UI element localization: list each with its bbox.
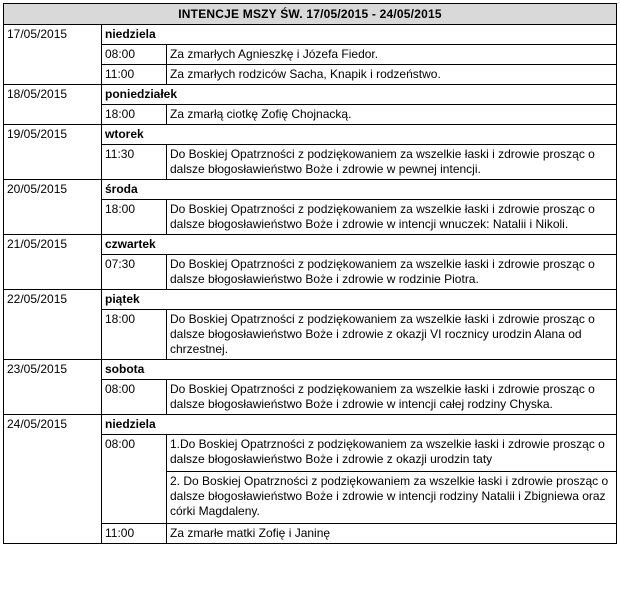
intention-text-cell: Do Boskiej Opatrzności z podziękowaniem za wszelkie łaski i zdrowie prosząc o dalsze błogosławieństwo Boże i zdrowie z okazji VI rocznicy urodzin Alana od chrzestnej.	[170, 312, 595, 356]
day-block	[3, 85, 617, 125]
date-cell: 24/05/2015	[4, 415, 102, 543]
day-block	[3, 125, 617, 180]
intention-text-cell: 1.Do Boskiej Opatrzności z podziękowaniem za wszelkie łaski i zdrowie prosząc o dalsze błogosławieństwo Boże i zdrowie z okazji urodzin taty	[167, 435, 616, 472]
mass-time-cell: 07:30	[102, 255, 167, 289]
intention-text-cell: Do Boskiej Opatrzności z podziękowaniem za wszelkie łaski i zdrowie prosząc o dalsze błogosławieństwo Boże i zdrowie w rodzinie Piotra.	[170, 257, 595, 286]
date-cell: 23/05/2015	[4, 360, 102, 414]
sheet-title-row	[3, 3, 617, 25]
date-cell: 21/05/2015	[4, 235, 102, 289]
day-name-cell: niedziela	[102, 415, 616, 435]
sheet-title: INTENCJE MSZY ŚW. 17/05/2015 - 24/05/2015	[178, 7, 442, 21]
intention-text-cell: Za zmarłych rodziców Sacha, Knapik i rodzeństwo.	[170, 67, 441, 81]
day-name-cell: niedziela	[102, 25, 616, 45]
mass-time-cell: 08:00	[102, 380, 167, 414]
mass-time-cell: 18:00	[102, 310, 167, 359]
intention-text-cell: Do Boskiej Opatrzności z podziękowaniem za wszelkie łaski i zdrowie prosząc o dalsze błogosławieństwo Boże i zdrowie w pewnej intencji.	[170, 147, 595, 176]
mass-time-cell: 18:00	[102, 200, 167, 234]
date-cell: 20/05/2015	[4, 180, 102, 234]
date-cell: 18/05/2015	[4, 85, 102, 124]
intention-text-cell: Za zmarłą ciotkę Zofię Chojnacką.	[170, 107, 352, 121]
date-cell: 17/05/2015	[4, 25, 102, 84]
day-name-cell: środa	[102, 180, 616, 200]
day-block	[3, 415, 617, 544]
intention-text-cell: 2. Do Boskiej Opatrzności z podziękowaniem za wszelkie łaski i zdrowie prosząc o dalsze błogosławieństwo Boże i zdrowie w intencji rodziny Natalii i Zbigniewa oraz córki Magdaleny.	[167, 472, 616, 524]
day-block	[3, 25, 617, 85]
day-name-cell: czwartek	[102, 235, 616, 255]
date-cell: 19/05/2015	[4, 125, 102, 179]
mass-time-cell: 11:00	[102, 65, 167, 84]
day-name-cell: poniedziałek	[102, 85, 616, 105]
mass-intentions-sheet	[3, 3, 617, 544]
date-cell: 22/05/2015	[4, 290, 102, 359]
mass-time-cell: 11:00	[102, 524, 167, 543]
mass-time-cell: 11:30	[102, 145, 167, 179]
day-name-cell: sobota	[102, 360, 616, 380]
intention-text-cell: Za zmarłe matki Zofię i Janinę	[170, 526, 331, 540]
intention-text-cell: Do Boskiej Opatrzności z podziękowaniem za wszelkie łaski i zdrowie prosząc o dalsze błogosławieństwo Boże i zdrowie w intencji wnuczek: Natalii i Nikoli.	[170, 202, 595, 231]
day-block	[3, 290, 617, 360]
intention-text-cell: Do Boskiej Opatrzności z podziękowaniem za wszelkie łaski i zdrowie prosząc o dalsze błogosławieństwo Boże i zdrowie w intencji całej rodziny Chyska.	[170, 382, 595, 411]
mass-time-cell: 08:00	[102, 45, 167, 65]
mass-time-cell: 18:00	[102, 105, 167, 124]
day-block	[3, 360, 617, 415]
day-block	[3, 180, 617, 235]
day-name-cell: wtorek	[102, 125, 616, 145]
intention-text-cell: Za zmarłych Agnieszkę i Józefa Fiedor.	[167, 45, 616, 65]
days-table	[3, 25, 617, 544]
mass-time-cell: 08:00	[102, 435, 167, 524]
day-block	[3, 235, 617, 290]
day-name-cell: piątek	[102, 290, 616, 310]
